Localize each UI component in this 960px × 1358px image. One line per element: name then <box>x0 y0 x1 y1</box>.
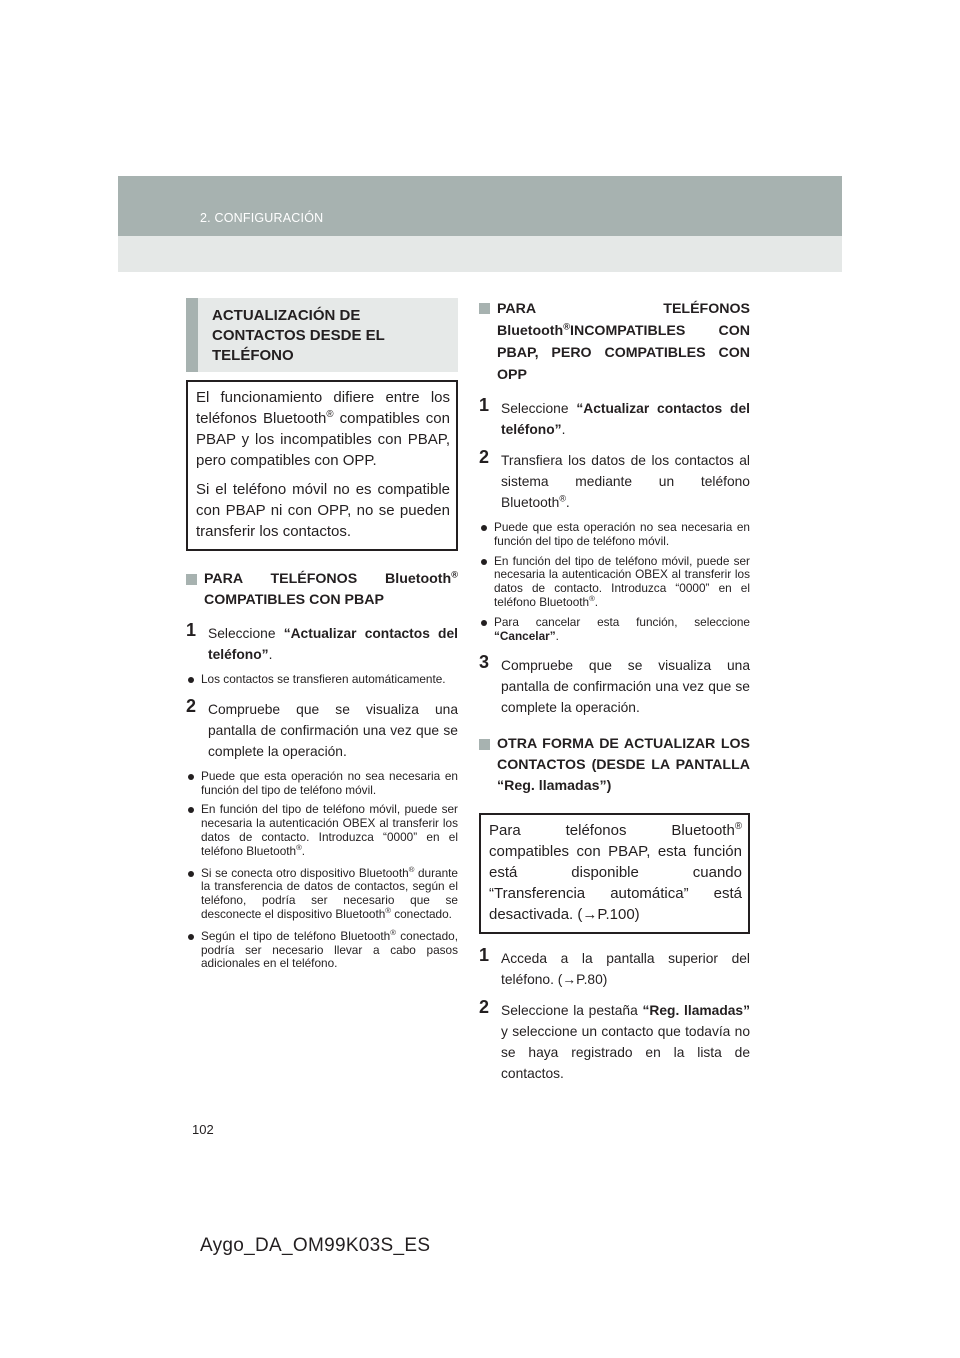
step: 1 Acceda a la pantalla superior del teléfono. (→P.80) <box>479 945 750 988</box>
header-subband <box>118 236 842 272</box>
box-title: ACTUALIZACIÓN DE CONTACTOS DESDE EL TELÉFONO <box>186 298 458 372</box>
document-code: Aygo_DA_OM99K03S_ES <box>200 1235 431 1256</box>
bullet-icon <box>188 807 194 813</box>
arrow-right-icon: → <box>562 972 577 988</box>
square-bullet-icon <box>479 739 490 750</box>
bullet-item: Los contactos se transfieren automáticamente. <box>186 673 458 687</box>
bullet-icon <box>188 677 194 683</box>
bullet-icon <box>188 871 194 877</box>
bullet-icon <box>481 525 487 531</box>
bullet-icon <box>188 774 194 780</box>
bullet-item: Según el tipo de teléfono Bluetooth® conectado, podría ser necesario llevar a cabo pasos adicionales en el teléfono. <box>186 930 458 971</box>
section-heading: PARA TELÉFONOS Bluetooth® COMPATIBLES CON PBAP <box>186 569 458 611</box>
bullet-icon <box>481 559 487 565</box>
step-number: 2 <box>479 447 490 467</box>
info-paragraph: El funcionamiento difiere entre los teléfonos Bluetooth® compatibles con PBAP y los incompatibles con PBAP, pero compatibles con OPP. <box>196 389 450 469</box>
section-heading: PARA TELÉFONOS Bluetooth®INCOMPATIBLES CON PBAP, PERO COMPATIBLES CON OPP <box>479 298 750 386</box>
right-column <box>479 298 750 1084</box>
bullet-icon <box>188 934 194 940</box>
section-header: 2. CONFIGURACIÓN <box>200 211 324 225</box>
left-column <box>186 298 458 971</box>
bullet-item: En función del tipo de teléfono móvil, puede ser necesaria la autenticación OBEX al transferir los datos de contacto. Introduzca “0000” en el teléfono Bluetooth®. <box>479 555 750 610</box>
step: 1 Seleccione “Actualizar contactos del teléfono”. <box>479 395 750 437</box>
step-number: 1 <box>479 945 490 966</box>
step-number: 1 <box>186 620 197 640</box>
bullet-item: Si se conecta otro dispositivo Bluetooth® durante la transferencia de datos de contactos, según el teléfono, podría ser necesario que se desconecte el dispositivo Bluetooth® conectado. <box>186 867 458 922</box>
step-number: 1 <box>479 395 490 415</box>
bullet-item: Puede que esta operación no sea necesaria en función del tipo de teléfono móvil. <box>186 770 458 798</box>
square-bullet-icon <box>186 574 197 585</box>
step: 2 Transfiera los datos de los contactos al sistema mediante un teléfono Bluetooth®. <box>479 447 750 510</box>
step: 2 Seleccione la pestaña “Reg. llamadas” y seleccione un contacto que todavía no se haya registrado en la lista de contactos. <box>479 997 750 1082</box>
section-heading: OTRA FORMA DE ACTUALIZAR LOS CONTACTOS (DESDE LA PANTALLA “Reg. llamadas”) <box>479 734 750 797</box>
info-paragraph: Si el teléfono móvil no es compatible con PBAP ni con OPP, no se pueden transferir los contactos. <box>196 481 450 540</box>
info-box <box>186 380 458 551</box>
bullet-item: Puede que esta operación no sea necesaria en función del tipo de teléfono móvil. <box>479 521 750 549</box>
step: 2 Compruebe que se visualiza una pantalla de confirmación una vez que se complete la operación. <box>186 695 458 759</box>
bullet-item: Para cancelar esta función, seleccione “Cancelar”. <box>479 616 750 644</box>
bullet-item: En función del tipo de teléfono móvil, puede ser necesaria la autenticación OBEX al transferir los datos de contacto. Introduzca “0000” en el teléfono Bluetooth®. <box>186 803 458 858</box>
step: 1 Seleccione “Actualizar contactos del teléfono”. <box>186 620 458 662</box>
step-number: 3 <box>479 652 490 673</box>
square-bullet-icon <box>479 303 490 314</box>
header-band <box>118 176 842 236</box>
bullet-icon <box>481 620 487 626</box>
arrow-right-icon: → <box>582 906 598 924</box>
page-number: 102 <box>192 1122 214 1137</box>
step-number: 2 <box>186 695 197 716</box>
step: 3 Compruebe que se visualiza una pantalla de confirmación una vez que se complete la operación. <box>479 652 750 716</box>
info-box: Para teléfonos Bluetooth® compatibles con PBAP, esta función está disponible cuando “Transferencia automática” está desactivada. (→P.100) <box>479 813 750 934</box>
step-number: 2 <box>479 997 490 1018</box>
